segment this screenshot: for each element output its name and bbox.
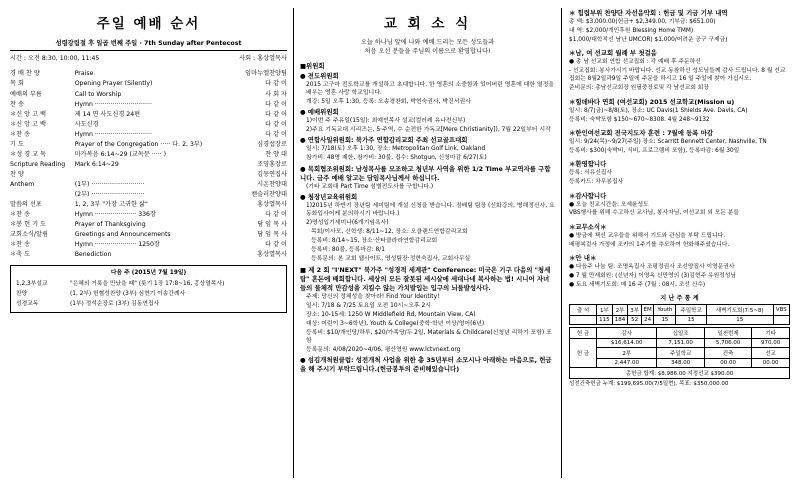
notice-item (569, 8, 790, 44)
announcement-item (300, 135, 555, 163)
order-item-english: Greetings and Announcements (74, 230, 171, 238)
offering-total: 총헌금 합계: $8,986.00 지정선교 $390.00 (570, 368, 790, 379)
announcement-heading: ● 전도위원회 (300, 71, 339, 80)
table-row (570, 339, 790, 348)
offering-subheader: 선교 (752, 348, 790, 359)
order-item-person: 다 같 이 (265, 100, 287, 108)
announcement-item (300, 71, 555, 107)
offering-col-header: 십일조 (657, 328, 704, 339)
order-item-person: 임마누엘찬양팀 (245, 70, 287, 78)
table-row (10, 109, 287, 119)
order-item-korean: 예배의 부름 (10, 90, 42, 98)
table-row (10, 230, 287, 240)
order-item-korean: ＊신 앙 고 백 (10, 110, 46, 118)
offering-subheader: 2부 (597, 348, 657, 359)
service-leader: 사회 : 홍상열목사 (239, 55, 287, 63)
order-item-english (75, 170, 227, 180)
announcement-heading: ■ 제 2 회 "I'NEXT" 북가주 "성경적 세계관" Conference: 미국은 기구 다음의 "청세탐" 혼돈에 배회합니다. 세상의 모든 잘못된 세시살에 세대나네 복사하는 법! 시니어 자녀들의 물체적 만감성을 지킬수 않는 가치발입는 입구의 뇌물발성사다. (300, 265, 551, 292)
offering-cell: 7,151.00 (657, 339, 704, 348)
announcement-heading: ● 섬김개척원클럽: 성전개척 사업을 위한 총 35년부터 소모시나 아래하는 마음으로, 헌금을 해 주시기 부탁드립니다.(헌금봉투의 준비해있습니다) (300, 356, 552, 374)
stats-col-header: 1부 (597, 305, 613, 316)
order-item-korean: Scripture Reading (10, 160, 66, 168)
announcement-text: 일시: 7/18(토) 오후 1:30, 장소: Metropolitan Golf Link, Oakland (306, 146, 486, 153)
order-item-english: Call to Worship (74, 90, 122, 98)
stats-col-header: 3부 (628, 305, 641, 316)
next-week-value: (1부) 정석순장로 (3부) 김동연집사 (70, 300, 160, 307)
table-row (10, 200, 287, 210)
stats-col-header: 새벽기도회(7:5~8) (706, 305, 773, 316)
announcement-text: 2)명성입기세미나(6개기임욕사) (306, 220, 389, 227)
notice-text: VBS행사를 위해 수고하신 교사님, 봉사자님, 여선교회 외 모든 분들 (569, 210, 739, 217)
order-item-english: Praise (74, 70, 94, 78)
order-item-english: Prayer of the Congregation ····· 다. 2, 3부) (74, 140, 203, 148)
announcement-text: (기타 교회대 Part Time 섬별전도사를 구합니다.) (306, 183, 434, 190)
table-row (10, 180, 287, 190)
next-week-label: 1,2,3부설교 (16, 281, 48, 288)
next-week-value: (1, 2부) 헌혈성찬양 (3부) 심현기 이송간례사 (70, 291, 186, 298)
order-item-person: 다 같 이 (265, 120, 287, 128)
order-item-korean: Anthem (10, 180, 35, 188)
announcement-item (300, 265, 555, 355)
notice-text: ● 토요 새벽기도회: 매 16 주 (7월 : 08시, 조선 신수) (569, 281, 706, 288)
table-row (570, 348, 790, 359)
notice-item (569, 97, 790, 124)
offering-subheader: 주일학교 (657, 348, 704, 359)
committee-heading: ■위원회 (300, 61, 325, 70)
service-subtitle: 성령강림절 후 일곱 번째 주일 · 7th Sunday after Pentecost (55, 40, 242, 47)
table-row (570, 359, 790, 368)
offering-cell: 348.00 (657, 359, 704, 368)
next-week-table (15, 280, 282, 310)
building-fund-note: 성전건축헌금 누계: $199,695.00(7/5일현), 목표: $350,000.00 (569, 381, 729, 388)
committee-section (300, 61, 555, 374)
order-item-person: 사 회 자 (265, 90, 287, 98)
table-row (10, 69, 287, 79)
order-item-english: Hymn ····························· (74, 100, 152, 108)
table-row (10, 99, 287, 109)
order-item-korean: ＊봉 헌 기 도 (10, 220, 46, 228)
notice-heading: ＊교무소식＊ (569, 222, 607, 231)
order-item-english: Benediction (74, 251, 112, 259)
order-of-worship-column (10, 8, 293, 478)
order-item-person: 챈슬러찬양대 (251, 190, 287, 198)
table-row (10, 130, 287, 140)
order-item-korean: 찬 양 (10, 170, 24, 178)
offering-col-header: 일천번제 (704, 328, 751, 339)
stats-cell (773, 316, 789, 325)
table-row (10, 150, 287, 160)
order-item-english: Hymn ····························· (74, 130, 152, 138)
stats-cell: 15 (654, 316, 676, 325)
offering-table (569, 327, 790, 379)
notice-heading: ＊ 힙렵부위 찬양단 자선음악회 : 헌금 및 기금 기부 내역 (569, 9, 728, 17)
notice-heading: ＊남, 여 선교회 월례 부 첫걸음 (569, 49, 657, 58)
stats-col-header: 주일학교 (676, 305, 706, 316)
next-week-box (10, 265, 287, 313)
stats-col-header: 출 석 (570, 305, 597, 316)
stats-cell: 15 (706, 316, 773, 325)
table-row (10, 160, 287, 170)
notice-text: 등록비: 숙박포함 $150~670~8308. 4월 248~9132 (569, 116, 710, 123)
order-item-korean: 목 회 (10, 80, 24, 88)
announcements-title: 교 회 소 식 (383, 16, 472, 32)
table-row (10, 240, 287, 250)
order-item-person: 다 같 이 (265, 80, 287, 88)
three-column-layout (10, 8, 790, 478)
announcement-item (300, 107, 555, 135)
notices-column (561, 8, 790, 478)
notice-item (569, 222, 790, 249)
announcement-heading: ● 연합사일위원회: 북가주 연합감리교회 주최 선교골프대회 (300, 136, 468, 145)
table-row (10, 210, 287, 220)
order-item-english: 마가복음 6:14~29 (교독문 ····· ) (74, 150, 167, 158)
order-item-english: 1, 2, 3부 "가장 고귀한 삶" (74, 200, 148, 208)
notice-heading: ＊환영합니다 (569, 160, 607, 169)
table-row (10, 89, 287, 99)
table-row (10, 79, 287, 89)
announcement-text: 등록비: 80불, 등록마감: 8/1 (311, 247, 385, 254)
offering-cell: 970.00 (752, 339, 790, 348)
order-item-person: 담 임 목 사 (257, 220, 287, 228)
order-item-korean: ＊찬 송 (10, 240, 31, 248)
stats-cell: 115 (597, 316, 613, 325)
notice-text: ● 방금에 책선 교우들을 위해서 기도와 관심을 부탁 드립니다. (569, 232, 726, 239)
table-row (10, 190, 287, 200)
order-item-korean: ＊신 앙 고 백 (10, 120, 46, 128)
divider (10, 50, 287, 51)
announcement-text: 등록문의: 본 교회 웹사이트, 영성팀장·정현숙집사, 교회사무실 (311, 256, 471, 263)
stats-col-header: VBS (773, 305, 789, 316)
table-row (10, 220, 287, 230)
notice-text: 일시: 8/7(금)~8/8(토), 장소: UC Davis(1 Shields Ave. Davis, CA) (569, 107, 748, 114)
announcement-text: 개강: 5일 오후 1:30, 등록: 오송경찬회, 박현숙권사, 박진서권사 (306, 99, 471, 106)
notice-item (569, 191, 790, 218)
notice-heading: ＊감사합니다 (569, 191, 607, 200)
order-item-korean: ＊찬 송 (10, 130, 31, 138)
order-item-korean: 말씀의 선포 (10, 200, 42, 208)
notice-text: ● 오늘 친교시간을: 오세윤성도 (569, 201, 649, 208)
welcome-message (300, 38, 555, 57)
statistics-title: 지 난 주 통 계 (660, 295, 699, 303)
announcement-text: 등록비: 8/14~15, 장소·산타클라라연합감리교회 (311, 238, 438, 245)
order-item-person: 조영홍장로 (257, 160, 287, 168)
order-item-english: 제 14 면 사도신경 24편 (74, 110, 141, 118)
order-item-korean: 기 도 (10, 140, 24, 148)
table-row (15, 289, 282, 299)
stats-cell: 52 (628, 316, 641, 325)
order-item-person: 심경섭장로 (257, 140, 287, 148)
table-row (10, 170, 287, 180)
announcement-heading: ● 예배위원회 (300, 108, 339, 117)
stats-cell: 15 (676, 316, 706, 325)
announcement-text: 1)2015년 하반기 장년팀 세미팀에 개설 신청을 받습니다. 점배팀 팀장 (신화강의, 병해정신사, 요동화입사어케 분의하시기 바랍니다.) (306, 202, 555, 218)
notice-item (569, 159, 790, 186)
order-item-english: (1부) ··························· (74, 180, 145, 188)
announcement-text: 1)이번 주 주유일(15일): 최예빈목사 설교(컬러레 유나전신부) (306, 118, 466, 125)
table-row (10, 250, 287, 260)
notice-heading: ＊한인여선교회 전국지도자 훈련 : 7월에 등록 마감 (569, 129, 714, 138)
order-item-person: 다 같 이 (265, 110, 287, 118)
next-week-label: 찬양 (16, 291, 28, 298)
announcement-text: 목회/이사모, 신학생: 8/11~12, 장소: 오클랜드연합감리교회 (311, 229, 468, 236)
announcement-text: 대상: 어린이 3~6학년), Youth & College(중학·학년 이상/영어(6년) (306, 320, 485, 327)
service-times: 시간 : 오전 8:30, 10:00, 11:45 (10, 55, 100, 63)
order-item-english: 사도신경 (74, 120, 99, 128)
order-item-english: Hymn ····················· 1250장 (74, 240, 160, 248)
notice-text: 준비문의: 총남선교회장 원필중장로및 각 남선교회 회장 (569, 85, 709, 92)
notice-item (569, 48, 790, 93)
announcement-item (300, 355, 555, 373)
order-item-english: Mark 6:14~29 (74, 160, 119, 168)
order-item-korean: 교회소식/알림 (10, 230, 48, 238)
announcement-heading: ● 청장년교육위원회 (300, 192, 358, 201)
stats-col-header: EM (641, 305, 654, 316)
next-week-value: "은혜의 거룩을 만났을 때" (룻기 1장 17:8~16, 홍상열목사) (70, 281, 225, 288)
offering-col-header: 헌 금 (570, 328, 597, 339)
announcements-column (293, 8, 561, 478)
order-item-person: 다 같 이 (265, 240, 287, 248)
announcement-text: 2)주요 기독교대 시리즈는, 5·주역, 수 순전한 가독교[Mere Christianity]), 7월 22일부터 시작 (306, 127, 551, 134)
announcement-text: 2015 고구마 전도학교를 개설하고 초대합니다. 한 영혼의 소중함과 있어버린 영혼에 대한 열정을 배우는 영혼 사랑 학교입니다. (306, 81, 555, 97)
order-item-english: Prayer of Thanksgiving (74, 220, 146, 228)
table-header-row (570, 305, 790, 316)
order-item-korean: ＊찬 송 (10, 210, 31, 218)
stats-cell: 184 (612, 316, 628, 325)
order-item-person: 홍상열목사 (257, 251, 287, 259)
order-item-person: 시온찬양대 (257, 180, 287, 188)
stats-cell: 24 (641, 316, 654, 325)
offering-col-header: 기타 (752, 328, 790, 339)
order-item-korean: 경 배 찬 양 (10, 70, 40, 78)
announcement-text: 일시: 7/18 & 7/25 토요일 오전 10시~오후 2시 (306, 302, 431, 309)
announcement-item (300, 192, 555, 264)
notice-item (569, 253, 790, 289)
notice-text: 등록: 서유신집사 (569, 170, 612, 177)
offering-cell: 2,447.00 (597, 359, 657, 368)
stats-col-header: 2부 (612, 305, 628, 316)
notice-text: $1,000/대학적선 남난 UMCOR) $1,000/어려운 공구 구제금) (569, 36, 728, 43)
notice-text: ● 다음주 나눔 팀: 조명옥집사 조평정권사 조선양집사 이영문권사 (569, 264, 735, 271)
attendance-table (569, 304, 790, 325)
offering-row-label: 헌 금 (570, 339, 597, 368)
announcement-text: 등록비: $10/개인당/하루, $20/가족당/두 2일, Materials & Childcare(신청년 리하기 포함) 포함 (306, 329, 552, 345)
notice-text: 배평복걸사 가정에 조카의 1주기를 추모하여 헌화해주셨습니다. (569, 241, 730, 248)
notice-text: 등록카드: 차무봉집사 (569, 179, 624, 186)
table-row (570, 316, 790, 325)
offering-cell: $16,614.00 (597, 339, 657, 348)
stats-cell (570, 316, 597, 325)
order-item-korean: ＊성 경 교 독 (10, 150, 46, 158)
offering-cell: 00.00 (752, 359, 790, 368)
table-row (15, 299, 282, 309)
notice-text: 내 역: $2,000/개인후원 Blessing Home TMM) (569, 27, 694, 34)
order-item-person: 담 임 목 사 (257, 230, 287, 238)
notice-heading: ＊힐데바다 연회 (여선교회) 2015 선교학교(Mission u) (569, 97, 735, 106)
order-item-person: 홍상열목사 (257, 200, 287, 208)
order-item-korean: ＊축 도 (10, 251, 31, 259)
announcement-text: 참가비: 48명 제한, 참가비: 30불, 접수: Shotgun, 신청마감 6/27(토) (306, 155, 487, 162)
announcement-text: 주제: 당신의 정체성을 찾아라! Find Your Identity! (306, 293, 440, 300)
order-item-korean: 찬 송 (10, 100, 24, 108)
notice-text: ● 총 남 선교회 연합 선교집회 : 각 예배 후 주둔하신 (569, 59, 701, 66)
offering-subheader: 건축 (704, 348, 751, 359)
notice-heading: ＊안 내＊ (569, 254, 597, 263)
order-item-person: 다 같 이 (265, 210, 287, 218)
announcement-text: 장소: 10-15세: 1250 W Middlefield Rd, Mountain View, CA) (306, 311, 476, 318)
order-item-english: (2부) ··························· (74, 190, 145, 198)
table-row (570, 368, 790, 379)
page-title: 주일 예배 순서 (96, 16, 201, 32)
table-row (15, 280, 282, 290)
order-time-row (10, 54, 287, 64)
announcement-text: 등록문의: 4/08/2020~4/06, 평산영원 www.lctvnext.org (306, 347, 461, 354)
notice-text: 등록비: $300(숙박비, 식비, 프로그램비 포함), 등록마감: 6월 30일 (569, 147, 740, 154)
table-row (10, 140, 287, 150)
notice-text: 총 액: $3,000.00(헌금+ $2,349.00, 기부금: $651.00) (569, 19, 716, 25)
table-row (10, 119, 287, 129)
notice-text: 일시: 9/24(목)~9/27(주일) 장소: Scarritt Bennett Center, Nashville, TN (569, 139, 767, 146)
order-item-person: 찬 양 대 (265, 150, 287, 158)
order-item-person: 다 같 이 (265, 130, 287, 138)
notice-text: ● 7 월 만세회원: (신년자) 이영옥 신만영의 (3)김현주 유원정성님 (569, 273, 736, 280)
order-item-person: 김동연집사 (257, 170, 287, 178)
offering-cell: 5,706.00 (704, 339, 751, 348)
notice-item (569, 128, 790, 155)
stats-col-header: Youth (654, 305, 676, 316)
announcement-item (300, 164, 555, 192)
welcome-line-1: 오늘 하나님 앞에 나와 예배 드리는 모든 성도들과 (360, 39, 495, 46)
notice-text: - 선교집회: 봉사가시기 바랍니다. 선교 동참하신 성도님들께 감사 드립니다. 8 월 선교집회는 8월2일과9일 주일에 주문을 하시고 16 일 주일에 찾아 가십시오. (569, 68, 786, 83)
welcome-line-2: 처음 오신 분들을 주님의 이름으로 환영합니다! (364, 48, 491, 56)
order-item-english: Hymn ····················· 336장 (74, 210, 156, 218)
next-week-title: 다음 주 (2015년 7월 19일) (110, 269, 187, 276)
offering-col-header: 감사 (597, 328, 657, 339)
order-table (10, 54, 287, 260)
announcement-heading: ● 목회협조위원회: 남성목사를 모조하고 청년부 사역을 위한 1/2 Time 부교역자를 구합니다. 금주 예배 알고는 담임목사님께서 하십니다. (300, 164, 551, 182)
order-item-english: Opening Prayer (Silently) (74, 80, 153, 88)
next-week-label: 성경교독 (16, 300, 39, 307)
order-item-korean (10, 190, 75, 200)
offering-cell: 00.00 (704, 359, 751, 368)
table-header-row (570, 328, 790, 339)
